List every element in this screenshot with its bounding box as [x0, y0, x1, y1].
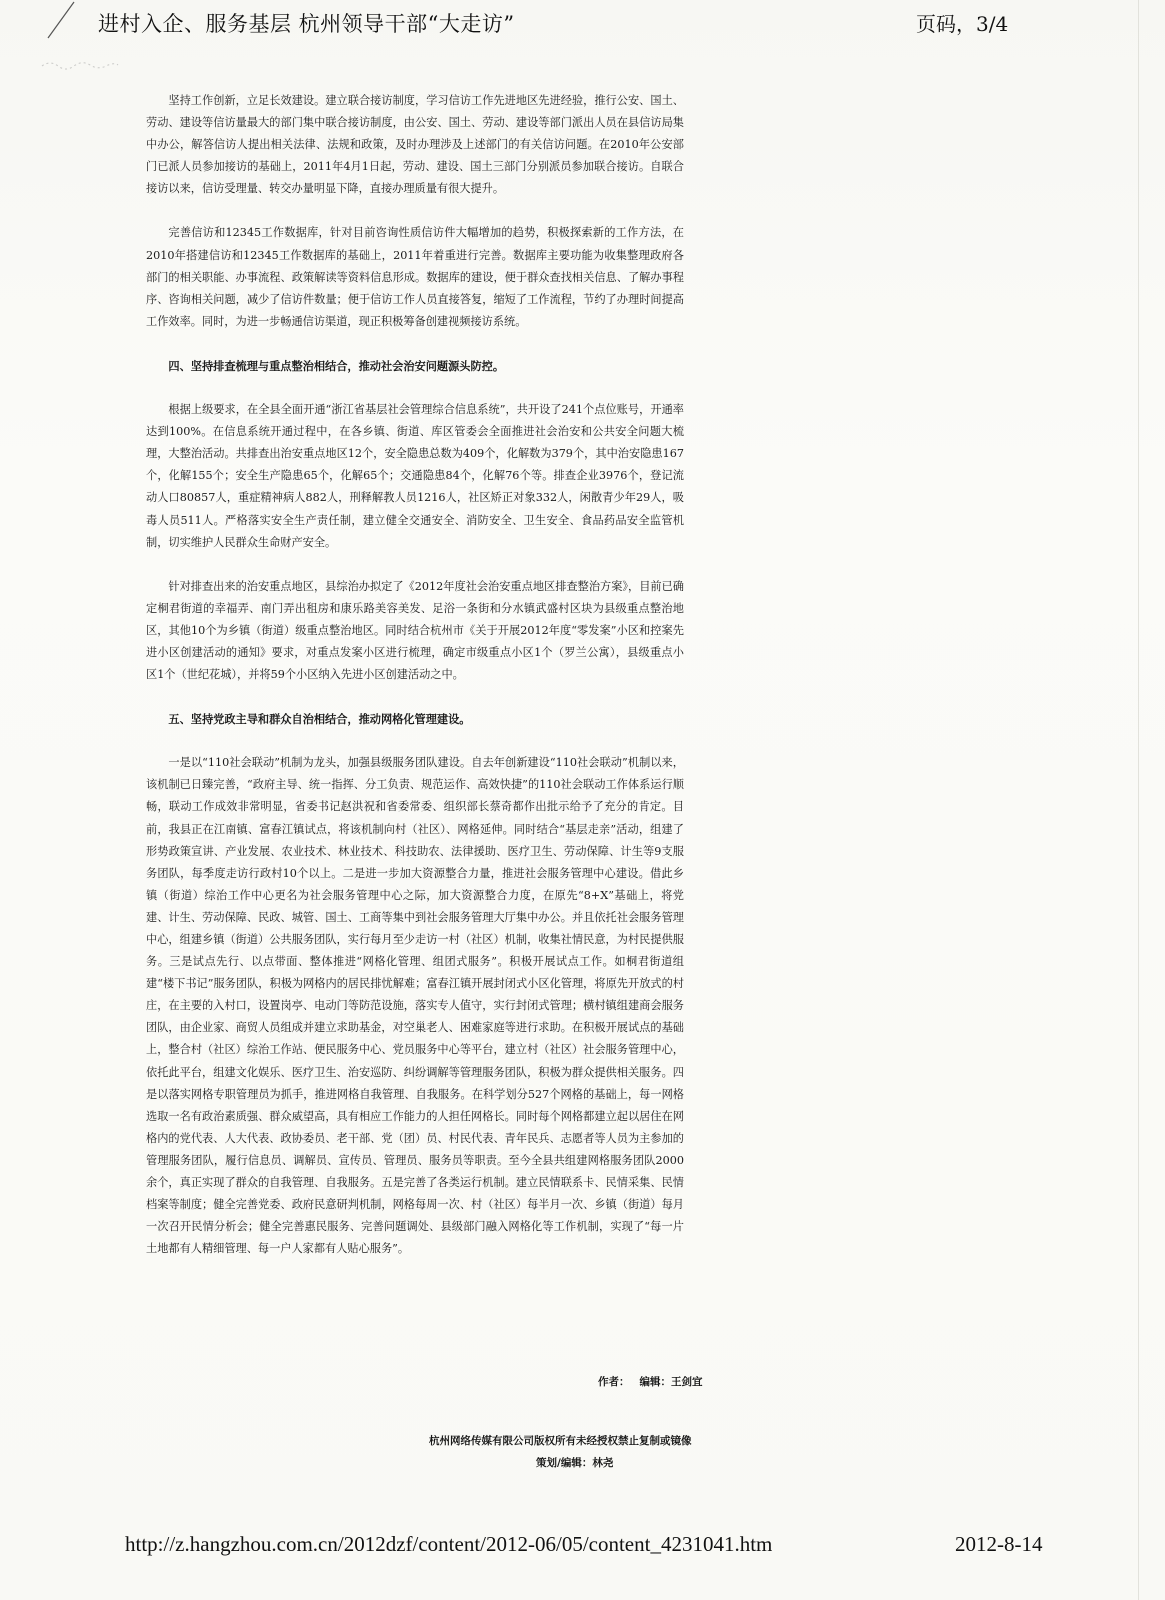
- author-label: 作者：: [598, 1376, 630, 1388]
- footer-date: 2012-8-14: [955, 1532, 1043, 1556]
- editor-label: 编辑：王剑宜: [639, 1376, 703, 1388]
- article-paragraph: 一是以“110社会联动”机制为龙头，加强县级服务团队建设。自去年创新建设“110社会联动”机制以来，该机制已日臻完善，“政府主导、统一指挥、分工负责、规范运作、高效快捷”的110社会联动工作体系运行顺畅，联动工作成效非常明显，省委书记赵洪祝和省委常委、组织部长蔡奇都作出批示给予了充分的肯定。目前，我县正在江南镇、富春江镇试点，将该机制向村（社区）、网格延伸。同时结合“基层走亲”活动，组建了形势政策宣讲、产业发展、农业技术、林业技术、科技助农、法律援助、医疗卫生、劳动保障、计生等9支服务团队，每季度走访行政村10个以上。二是进一步加大资源整合力量，推进社会服务管理中心建设。借此乡镇（街道）综治工作中心更名为社会服务管理中心之际，加大资源整合力度，在原先“8+X”基础上，将党建、计生、劳动保障、民政、城管、国土、工商等集中到社会服务管理大厅集中办公。并且依托社会服务管理中心，组建乡镇（街道）公共服务团队，实行每月至少走访一村（社区）机制，收集社情民意，为村民提供服务。三是试点先行、以点带面、整体推进“网格化管理、组团式服务”。积极开展试点工作。如桐君街道组建“楼下书记”服务团队，积极为网格内的居民排忧解难；富春江镇开展封闭式小区化管理，将原先开放式的村庄，在主要的入村口，设置岗亭、电动门等防范设施，落实专人值守，实行封闭式管理；横村镇组建商会服务团队，由企业家、商贸人员组成并建立求助基金，对空巢老人、困难家庭等进行求助。在积极开展试点的基础上，整合村（社区）综治工作站、便民服务中心、党员服务中心等平台，建立村（社区）社会服务管理中心，依托此平台，组建文化娱乐、医疗卫生、治安巡防、纠纷调解等管理服务团队，积极为群众提供相关服务。四是以落实网格专职管理员为抓手，推进网格自我管理、自我服务。在科学划分527个网格的基础上，每一网格选取一名有政治素质强、群众威望高，具有相应工作能力的人担任网格长。同时每个网格都建立起以居住在网格内的党代表、人大代表、政协委员、老干部、党（团）员、村民代表、青年民兵、志愿者等人员为主参加的管理服务团队，履行信息员、调解员、宣传员、管理员、服务员等职责。至今全县共组建网格服务团队2000余个，真正实现了群众的自我管理、自我服务。五是完善了各类运行机制。建立民情联系卡、民情采集、民情档案等制度；健全完善党委、政府民意研判机制，网格每周一次、村（社区）每半月一次、乡镇（街道）每月一次召开民情分析会；健全完善惠民服务、完善问题调处、县级部门融入网格化等工作机制，实现了“每一片土地都有人精细管理、每一户人家都有人贴心服务”。: [146, 756, 684, 1256]
- author-editor-line: [598, 1374, 713, 1389]
- planner-editor: 策划/编辑：林尧: [536, 1457, 614, 1469]
- section-heading: 五、坚持党政主导和群众自治相结合，推动网格化管理建设。: [168, 712, 471, 727]
- section-heading: 四、坚持排查梳理与重点整治相结合，推动社会治安问题源头防控。: [168, 358, 505, 373]
- page-number: 页码，3/4: [916, 12, 1009, 36]
- scan-smudge-icon: [40, 58, 120, 72]
- article-paragraph: 针对排查出来的治安重点地区，县综治办拟定了《2012年度社会治安重点地区排查整治方案》，目前已确定桐君街道的幸福弄、南门弄出租房和康乐路美容美发、足浴一条街和分水镇武盛村区块为县级重点整治地区，其他10个为乡镇（街道）级重点整治地区。同时结合杭州市《关于开展2012年度“零发案”小区和控案先进小区创建活动的通知》要求，对重点发案小区进行梳理，确定市级重点小区1个（罗兰公寓），县级重点小区1个（世纪花城），并将59个小区纳入先进小区创建活动之中。: [146, 579, 684, 682]
- article-paragraph: 根据上级要求，在全县全面开通“浙江省基层社会管理综合信息系统”，共开设了241个点位账号，开通率达到100%。在信息系统开通过程中，在各乡镇、街道、库区管委会全面推进社会治安和公共安全问题大梳理，大整治活动。共排查出治安重点地区12个，安全隐患总数为409个，化解数为379个，其中治安隐患167个，化解155个；安全生产隐患65个，化解65个；交通隐患84个，化解76个等。排查企业3976个，登记流动人口80857人，重症精神病人882人，刑释解教人员1216人，社区矫正对象332人，闲散青少年29人，吸毒人员511人。严格落实安全生产责任制，建立健全交通安全、消防安全、卫生安全、食品药品安全监管机制，切实维护人民群众生命财产安全。: [146, 403, 684, 549]
- corner-fold-mark-icon: [44, 0, 84, 40]
- article-body: [146, 90, 684, 1282]
- copyright-notice: 杭州网络传媒有限公司版权所有未经授权禁止复制或镜像: [429, 1435, 692, 1447]
- page-title: 进村入企、服务基层 杭州领导干部“大走访”: [98, 12, 515, 36]
- scan-edge-line: [1138, 0, 1139, 1600]
- article-paragraph: 完善信访和12345工作数据库，针对目前咨询性质信访件大幅增加的趋势，积极探索新的工作方法，在2010年搭建信访和12345工作数据库的基础上，2011年着重进行完善。数据库主要功能为收集整理政府各部门的相关职能、办事流程、政策解读等资料信息形成。数据库的建设，便于群众查找相关信息、了解办事程序、咨询相关问题，减少了信访件数量；便于信访工作人员直接答复，缩短了工作流程，节约了办理时间提高工作效率。同时，为进一步畅通信访渠道，现正积极筹备创建视频接访系统。: [146, 226, 684, 328]
- article-paragraph: 坚持工作创新，立足长效建设。建立联合接访制度，学习信访工作先进地区先进经验，推行公安、国土、劳动、建设等信访量最大的部门集中联合接访制度，由公安、国土、劳动、建设等部门派出人员在县信访局集中办公，解答信访人提出相关法律、法规和政策，及时办理涉及上述部门的有关信访问题。在2010年公安部门已派人员参加接访的基础上，2011年4月1日起，劳动、建设、国土三部门分别派员参加联合接访。自联合接访以来，信访受理量、转交办量明显下降，直接办理质量有很大提升。: [146, 94, 684, 196]
- footer-url: http://z.hangzhou.com.cn/2012dzf/content/2012-06/05/content_4231041.htm: [125, 1532, 773, 1556]
